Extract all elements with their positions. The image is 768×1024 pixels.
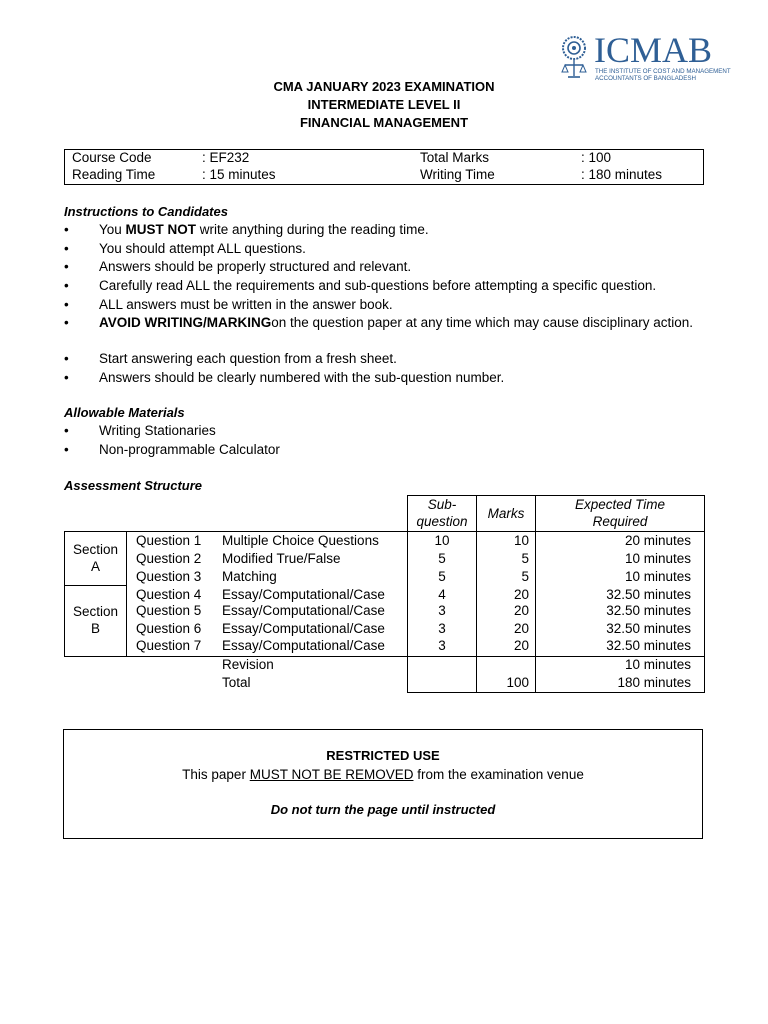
row-time: 10 minutes <box>624 551 691 566</box>
total-marks-value: : 100 <box>581 150 612 165</box>
emblem-icon <box>556 34 592 80</box>
header-sub-question-line1: Sub- <box>427 497 457 512</box>
restricted-line <box>64 767 702 782</box>
instruction-emphasis: MUST NOT <box>125 222 197 237</box>
row-sub: 5 <box>438 551 446 566</box>
course-code-label: Course Code <box>72 150 152 165</box>
section-a-label-line1: Section <box>72 542 119 557</box>
restricted-use-box <box>63 729 703 839</box>
section-b-label-line1: Section <box>72 604 119 619</box>
row-marks: 10 <box>513 533 529 548</box>
instruction-text-part: You <box>99 222 126 237</box>
row-time: 32.50 minutes <box>606 621 691 636</box>
row-time: 10 minutes <box>624 569 691 584</box>
bullet-glyph: • <box>64 278 69 293</box>
revision-label: Revision <box>222 657 274 672</box>
row-question: Question 3 <box>136 569 202 584</box>
bullet-glyph: • <box>64 351 69 366</box>
course-code-value: : EF232 <box>202 150 250 165</box>
revision-time: 10 minutes <box>624 657 691 672</box>
row-marks: 5 <box>521 569 529 584</box>
assessment-title: Assessment Structure <box>64 478 202 493</box>
row-marks: 20 <box>513 603 529 618</box>
restricted-line-part: from the examination venue <box>413 767 584 782</box>
instruction-text: ALL answers must be written in the answer book. <box>99 297 393 312</box>
row-sub: 3 <box>438 621 446 636</box>
logo-subtitle-line2: ACCOUNTANTS OF BANGLADESH <box>595 75 696 82</box>
restricted-line-part: This paper <box>182 767 250 782</box>
instruction-text: Start answering each question from a fresh sheet. <box>99 351 397 366</box>
section-a-label-line2: A <box>90 559 100 574</box>
total-label: Total <box>222 675 251 690</box>
instruction-text: Answers should be clearly numbered with the sub-question number. <box>99 370 505 385</box>
row-sub: 4 <box>438 587 446 602</box>
total-marks: 100 <box>506 675 529 690</box>
instruction-text: Answers should be properly structured and relevant. <box>99 259 412 274</box>
logo-subtitle-line1: THE INSTITUTE OF COST AND MANAGEMENT <box>595 68 731 75</box>
row-type: Essay/Computational/Case <box>222 603 385 618</box>
header-expected-time-line1: Expected Time <box>575 497 665 512</box>
restricted-title: RESTRICTED USE <box>326 748 440 763</box>
instruction-text <box>99 314 704 332</box>
instruction-text <box>99 221 704 239</box>
instructions-title: Instructions to Candidates <box>64 204 228 219</box>
section-b-label-line2: B <box>90 621 100 636</box>
exam-info-table <box>64 149 704 185</box>
row-question: Question 2 <box>136 551 202 566</box>
header-sub-question <box>408 496 476 530</box>
header-sub-question-line2: question <box>416 514 468 529</box>
total-time: 180 minutes <box>617 675 691 690</box>
row-type: Essay/Computational/Case <box>222 638 385 653</box>
bullet-glyph: • <box>64 297 69 312</box>
row-time: 32.50 minutes <box>606 603 691 618</box>
row-type: Modified True/False <box>222 551 341 566</box>
table-rule <box>126 531 127 657</box>
instruction-text: Carefully read ALL the requirements and sub-questions before attempting a specific question. <box>99 278 657 293</box>
table-rule <box>704 495 705 693</box>
table-rule <box>64 585 126 586</box>
exam-subject: FINANCIAL MANAGEMENT <box>299 115 469 130</box>
bullet-glyph: • <box>64 259 69 274</box>
row-question: Question 1 <box>136 533 202 548</box>
writing-time-label: Writing Time <box>420 167 495 182</box>
writing-time-value: : 180 minutes <box>581 167 663 182</box>
row-marks: 20 <box>513 587 529 602</box>
exam-level: INTERMEDIATE LEVEL II <box>307 97 461 112</box>
material-text: Non-programmable Calculator <box>99 442 280 457</box>
row-type: Multiple Choice Questions <box>222 533 379 548</box>
row-marks: 20 <box>513 638 529 653</box>
bullet-glyph: • <box>64 241 69 256</box>
instruction-text-part: on the question paper at any time which may cause disciplinary action. <box>271 315 693 330</box>
total-marks-label: Total Marks <box>420 150 490 165</box>
row-type: Matching <box>222 569 277 584</box>
row-type: Essay/Computational/Case <box>222 621 385 636</box>
instruction-text-part: write anything during the reading time. <box>196 222 429 237</box>
row-sub: 10 <box>434 533 450 548</box>
instruction-emphasis: AVOID WRITING/MARKING <box>99 315 272 330</box>
bullet-glyph: • <box>64 222 69 237</box>
logo-wordmark: ICMAB <box>594 30 713 70</box>
header-expected-time <box>536 496 704 530</box>
row-marks: 20 <box>513 621 529 636</box>
bullet-glyph: • <box>64 315 69 330</box>
assessment-table <box>64 495 705 693</box>
row-time: 20 minutes <box>624 533 691 548</box>
institute-logo <box>556 30 731 82</box>
row-sub: 3 <box>438 603 446 618</box>
section-a-label <box>65 541 126 575</box>
row-time: 32.50 minutes <box>606 638 691 653</box>
restricted-notice: Do not turn the page until instructed <box>270 802 496 817</box>
header-expected-time-line2: Required <box>592 514 648 529</box>
row-time: 32.50 minutes <box>606 587 691 602</box>
instruction-text: You should attempt ALL questions. <box>99 241 306 256</box>
row-type: Essay/Computational/Case <box>222 587 385 602</box>
bullet-glyph: • <box>64 370 69 385</box>
restricted-emphasis: MUST NOT BE REMOVED <box>249 767 414 782</box>
section-b-label <box>65 603 126 637</box>
bullet-glyph: • <box>64 442 69 457</box>
bullet-glyph: • <box>64 423 69 438</box>
row-question: Question 4 <box>136 587 202 602</box>
row-marks: 5 <box>521 551 529 566</box>
row-question: Question 5 <box>136 603 202 618</box>
row-question: Question 6 <box>136 621 202 636</box>
reading-time-label: Reading Time <box>72 167 156 182</box>
reading-time-value: : 15 minutes <box>202 167 276 182</box>
exam-title: CMA JANUARY 2023 EXAMINATION <box>273 79 495 94</box>
header-marks: Marks <box>487 506 525 521</box>
material-text: Writing Stationaries <box>99 423 216 438</box>
table-rule <box>407 692 704 693</box>
row-sub: 5 <box>438 569 446 584</box>
row-sub: 3 <box>438 638 446 653</box>
row-question: Question 7 <box>136 638 202 653</box>
materials-title: Allowable Materials <box>64 405 185 420</box>
